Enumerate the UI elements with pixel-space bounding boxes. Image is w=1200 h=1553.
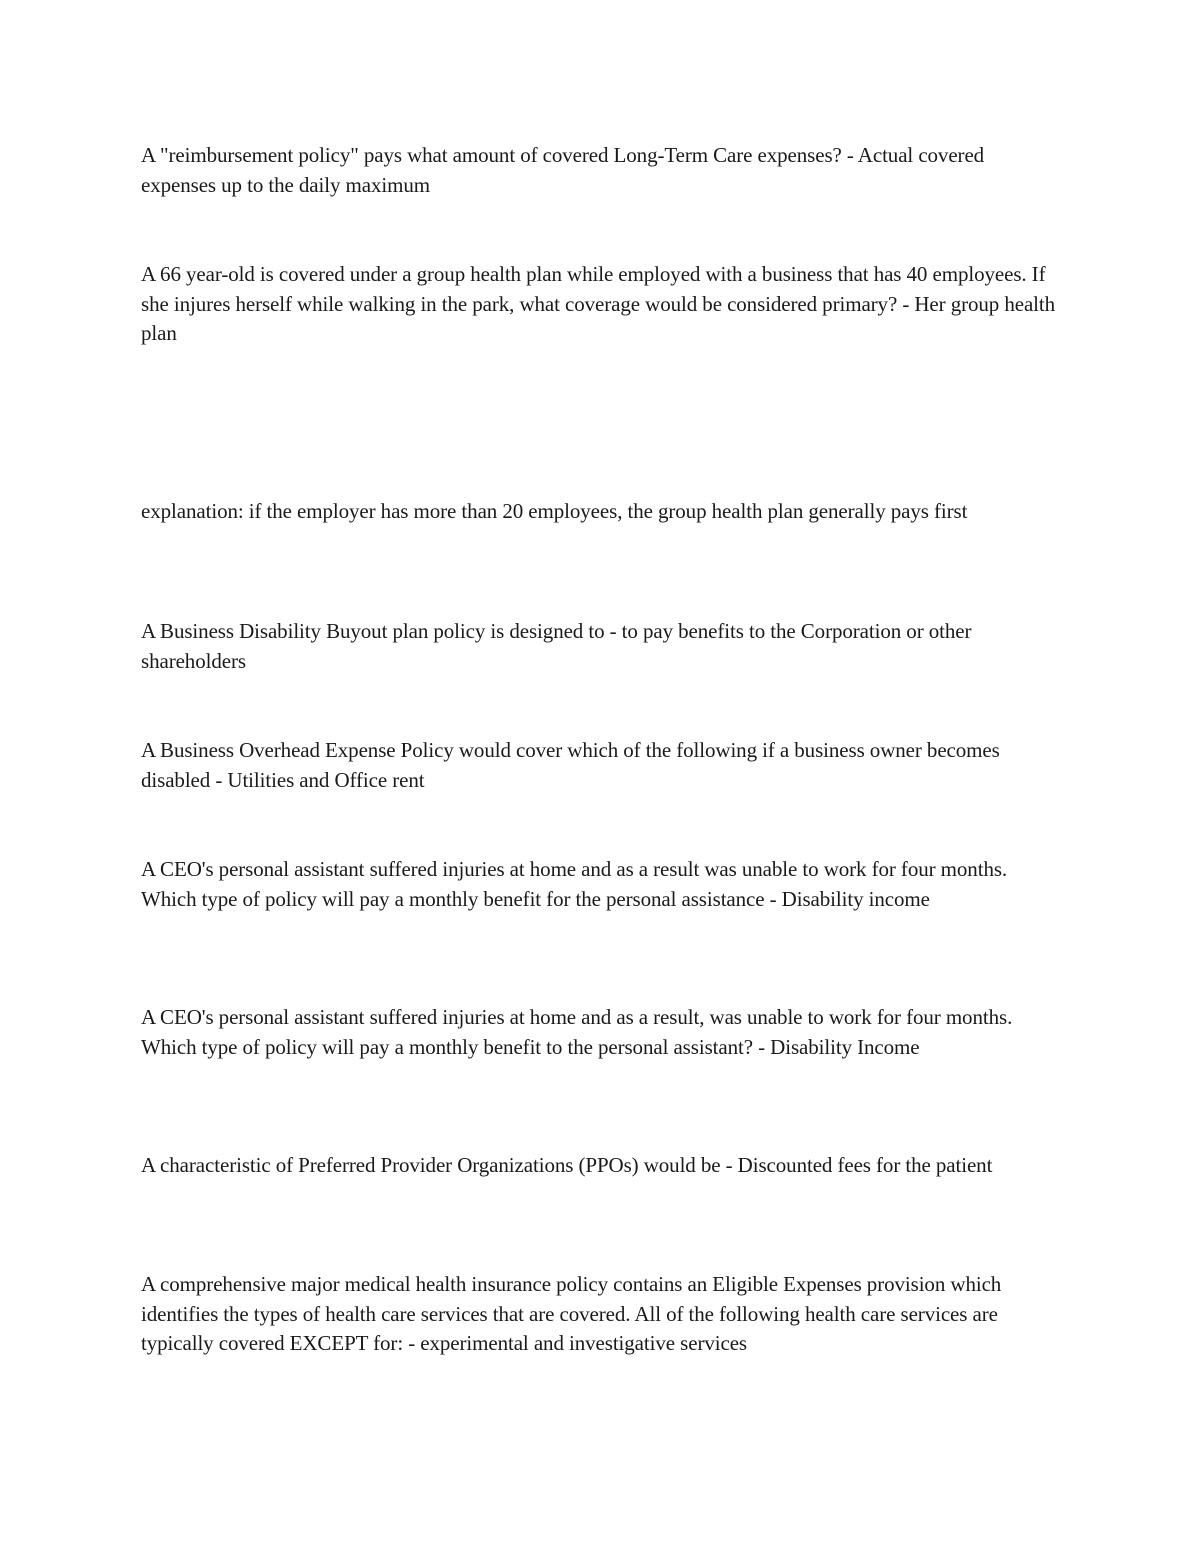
qa-paragraph: A characteristic of Preferred Provider Organizations (PPOs) would be - Discounted fees for the patient	[141, 1153, 993, 1177]
qa-paragraph: A "reimbursement policy" pays what amount of covered Long-Term Care expenses? - Actual covered expenses up to the daily maximum	[141, 143, 985, 197]
qa-paragraph: A comprehensive major medical health insurance policy contains an Eligible Expenses provision which identifies the types of health care services that are covered. All of the following health care services are typically covered EXCEPT for: - experimental and investigative services	[141, 1272, 1002, 1355]
explanation-paragraph: explanation: if the employer has more than 20 employees, the group health plan generally pays first	[141, 499, 968, 523]
qa-paragraph: A Business Overhead Expense Policy would cover which of the following if a business owner becomes disabled - Utilities and Office rent	[141, 738, 1000, 792]
qa-paragraph: A Business Disability Buyout plan policy is designed to - to pay benefits to the Corporation or other shareholders	[141, 619, 972, 673]
qa-paragraph: A CEO's personal assistant suffered injuries at home and as a result was unable to work for four months. Which type of policy will pay a monthly benefit for the personal assistance - Disability income	[141, 857, 1008, 911]
qa-paragraph: A CEO's personal assistant suffered injuries at home and as a result, was unable to work for four months. Which type of policy will pay a monthly benefit to the personal assistant? - Disability Income	[141, 1005, 1013, 1059]
qa-paragraph: A 66 year-old is covered under a group health plan while employed with a business that has 40 employees. If she injures herself while walking in the park, what coverage would be considered primary? - Her group health plan	[141, 262, 1056, 345]
